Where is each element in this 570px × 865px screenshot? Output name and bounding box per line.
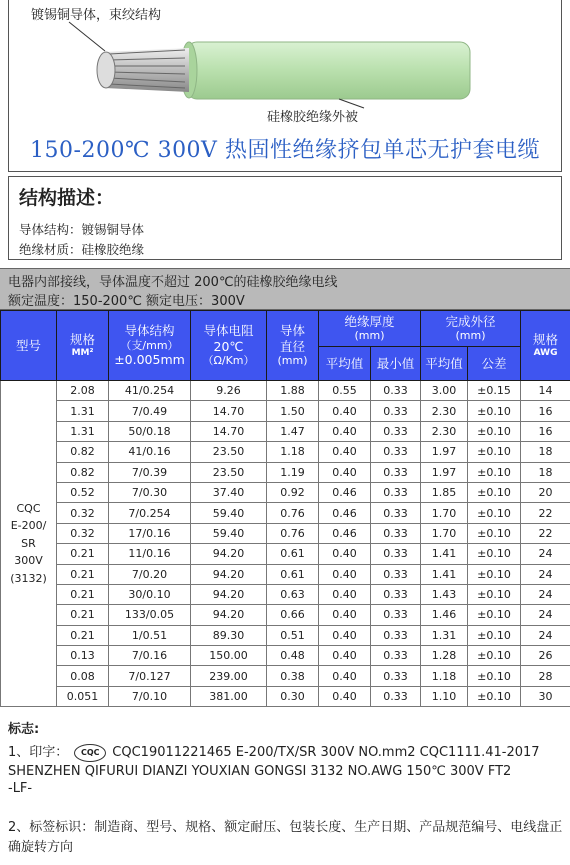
table-cell: 0.40 [319, 605, 371, 625]
table-cell: 0.051 [57, 686, 109, 706]
model-line: 300V [14, 554, 43, 568]
table-cell: 1.46 [421, 605, 468, 625]
table-cell: 0.21 [57, 584, 109, 604]
header-diameter: 导体 直径 (mm) [267, 311, 319, 381]
table-cell: 0.46 [319, 503, 371, 523]
table-cell: ±0.10 [468, 625, 521, 645]
table-cell: 0.38 [267, 666, 319, 686]
table-cell: 0.40 [319, 646, 371, 666]
header-resistance: 导体电阻 20℃ （Ω/Km） [191, 311, 267, 381]
table-cell: 0.33 [371, 605, 421, 625]
table-cell: 9.26 [191, 381, 267, 401]
print-line-3: -LF- [8, 780, 33, 796]
table-cell: 28 [521, 666, 570, 686]
table-row [1, 421, 570, 441]
header-thickness: 绝缘厚度 (mm) [319, 311, 421, 347]
table-cell: 24 [521, 564, 570, 584]
table-cell: 26 [521, 646, 570, 666]
table-cell: 0.33 [371, 462, 421, 482]
table-cell: 0.33 [371, 666, 421, 686]
table-cell: 24 [521, 605, 570, 625]
table-cell: 0.30 [267, 686, 319, 706]
model-line: CQC [16, 501, 41, 515]
table-cell: 0.46 [319, 482, 371, 502]
table-cell: 133/0.05 [109, 605, 191, 625]
table-cell: ±0.15 [468, 381, 521, 401]
model-line: E-200/ [10, 519, 47, 533]
table-cell: 0.33 [371, 646, 421, 666]
table-cell: 2.30 [421, 421, 468, 441]
table-row [1, 381, 570, 401]
table-row [1, 482, 570, 502]
table-cell: 0.48 [267, 646, 319, 666]
table-cell: 50/0.18 [109, 421, 191, 441]
table-cell: 0.33 [371, 564, 421, 584]
table-cell: 94.20 [191, 584, 267, 604]
table-cell: ±0.10 [468, 462, 521, 482]
table-cell: 0.40 [319, 462, 371, 482]
table-cell: 1.43 [421, 584, 468, 604]
table-cell: 0.13 [57, 646, 109, 666]
table-row [1, 544, 570, 564]
table-cell: 14.70 [191, 401, 267, 421]
header-outer-diameter: 完成外径 (mm) [421, 311, 521, 347]
model-cell [1, 381, 57, 707]
table-cell: 11/0.16 [109, 544, 191, 564]
summary-band [0, 268, 570, 310]
table-cell: 0.82 [57, 462, 109, 482]
table-cell: 1.19 [267, 462, 319, 482]
table-cell: 7/0.49 [109, 401, 191, 421]
table-cell: 0.76 [267, 523, 319, 543]
table-cell: 381.00 [191, 686, 267, 706]
header-model: 型号 [1, 311, 57, 381]
table-cell: 0.51 [267, 625, 319, 645]
page-title: 150-200℃ 300V 热固性绝缘挤包单芯无护套电缆 [30, 138, 540, 163]
table-cell: 7/0.254 [109, 503, 191, 523]
table-cell: 0.82 [57, 442, 109, 462]
table-cell: 0.76 [267, 503, 319, 523]
table-row [1, 442, 570, 462]
table-cell: ±0.10 [468, 482, 521, 502]
table-cell: 0.33 [371, 482, 421, 502]
conductor-structure: 导体结构：镀锡铜导体 [19, 222, 145, 237]
print-text: CQC19011221465 E-200/TX/SR 300V NO.mm2 CQC1111.41-2017 [112, 745, 540, 760]
header-spec: 规格 MM² [57, 311, 109, 381]
description-heading: 结构描述： [19, 187, 115, 209]
table-cell: 0.21 [57, 544, 109, 564]
table-cell: ±0.10 [468, 584, 521, 604]
table-cell: 1.18 [421, 666, 468, 686]
table-cell: 1.18 [267, 442, 319, 462]
model-line: SR [21, 536, 36, 550]
table-cell: 0.32 [57, 523, 109, 543]
table-cell: 1.31 [57, 421, 109, 441]
table-cell: 41/0.16 [109, 442, 191, 462]
table-cell: 0.40 [319, 401, 371, 421]
table-cell: ±0.10 [468, 605, 521, 625]
print-prefix: 1、印字： [8, 745, 69, 760]
table-cell: 30/0.10 [109, 584, 191, 604]
insulation-callout: 硅橡胶绝缘外被 [267, 110, 359, 125]
table-cell: 24 [521, 625, 570, 645]
table-cell: 0.61 [267, 544, 319, 564]
table-cell: 0.08 [57, 666, 109, 686]
table-cell: 0.33 [371, 584, 421, 604]
table-cell: 59.40 [191, 523, 267, 543]
table-cell: 94.20 [191, 564, 267, 584]
table-cell: 1.97 [421, 442, 468, 462]
table-cell: 94.20 [191, 544, 267, 564]
table-cell: 24 [521, 584, 570, 604]
table-cell: 7/0.39 [109, 462, 191, 482]
table-cell: 89.30 [191, 625, 267, 645]
table-cell: 1.31 [57, 401, 109, 421]
table-cell: 1.10 [421, 686, 468, 706]
table-cell: 14.70 [191, 421, 267, 441]
table-cell: ±0.10 [468, 686, 521, 706]
table-cell: ±0.10 [468, 421, 521, 441]
header-awg: 规格 AWG [521, 311, 570, 381]
marking-heading: 标志: [8, 722, 40, 737]
marking-section [8, 718, 568, 858]
table-cell: 0.92 [267, 482, 319, 502]
table-cell: 17/0.16 [109, 523, 191, 543]
table-row [1, 625, 570, 645]
table-cell: 20 [521, 482, 570, 502]
table-cell: 0.46 [319, 523, 371, 543]
label-text: 2、标签标识：制造商、型号、规格、额定耐压、包装长度、生产日期、产品规范编号、电线盘正确旋转方向 [8, 819, 563, 855]
table-cell: 0.33 [371, 544, 421, 564]
table-cell: 16 [521, 401, 570, 421]
table-cell: 23.50 [191, 462, 267, 482]
table-cell: 1.50 [267, 401, 319, 421]
table-cell: 23.50 [191, 442, 267, 462]
table-cell: 0.40 [319, 564, 371, 584]
table-cell: 0.52 [57, 482, 109, 502]
table-cell: 0.33 [371, 442, 421, 462]
conductor-callout: 镀锡铜导体，束绞结构 [31, 8, 162, 23]
table-cell: 41/0.254 [109, 381, 191, 401]
model-line: (3132) [10, 572, 47, 586]
table-cell: 1.28 [421, 646, 468, 666]
table-cell: ±0.10 [468, 523, 521, 543]
table-cell: 18 [521, 442, 570, 462]
table-cell: 94.20 [191, 605, 267, 625]
table-cell: 59.40 [191, 503, 267, 523]
table-cell: 22 [521, 503, 570, 523]
table-cell: 7/0.10 [109, 686, 191, 706]
table-cell: 0.32 [57, 503, 109, 523]
table-row [1, 666, 570, 686]
table-row [1, 686, 570, 706]
table-cell: 0.55 [319, 381, 371, 401]
table-cell: 7/0.16 [109, 646, 191, 666]
table-row [1, 462, 570, 482]
table-cell: 7/0.127 [109, 666, 191, 686]
table-cell: 1.97 [421, 462, 468, 482]
table-cell: 0.40 [319, 584, 371, 604]
table-cell: 1.88 [267, 381, 319, 401]
ccc-logo-icon: CQC [74, 744, 106, 762]
table-cell: 7/0.20 [109, 564, 191, 584]
table-cell: 150.00 [191, 646, 267, 666]
summary-line-1: 电器内部接线，导体温度不超过 200℃的硅橡胶绝缘电线 [8, 275, 338, 290]
table-cell: 7/0.30 [109, 482, 191, 502]
table-cell: 1/0.51 [109, 625, 191, 645]
table-cell: 0.40 [319, 544, 371, 564]
table-cell: 0.66 [267, 605, 319, 625]
table-row [1, 584, 570, 604]
header-thickness-avg: 平均值 [319, 347, 371, 381]
product-illustration [8, 0, 562, 172]
table-cell: 1.41 [421, 564, 468, 584]
insulation-material: 绝缘材质：硅橡胶绝缘 [19, 242, 145, 257]
table-cell: 1.70 [421, 503, 468, 523]
table-cell: 3.00 [421, 381, 468, 401]
summary-line-2: 额定温度：150-200℃ 额定电压：300V [8, 294, 245, 309]
table-cell: ±0.10 [468, 544, 521, 564]
table-cell: 0.33 [371, 686, 421, 706]
table-cell: 2.30 [421, 401, 468, 421]
table-cell: 0.40 [319, 686, 371, 706]
table-cell: 1.85 [421, 482, 468, 502]
table-cell: 0.63 [267, 584, 319, 604]
table-row [1, 523, 570, 543]
header-od-tol: 公差 [468, 347, 521, 381]
table-cell: 0.40 [319, 421, 371, 441]
table-cell: 30 [521, 686, 570, 706]
table-cell: ±0.10 [468, 503, 521, 523]
table-cell: 0.33 [371, 625, 421, 645]
structure-description [8, 176, 562, 260]
print-line-2: SHENZHEN QIFURUI DIANZI YOUXIAN GONGSI 3132 NO.AWG 150℃ 300V FT2 [8, 763, 512, 779]
table-cell: 0.21 [57, 564, 109, 584]
table-row [1, 401, 570, 421]
table-cell: 1.47 [267, 421, 319, 441]
table-cell: 18 [521, 462, 570, 482]
table-row [1, 503, 570, 523]
table-cell: 0.33 [371, 421, 421, 441]
table-cell: 22 [521, 523, 570, 543]
table-row [1, 605, 570, 625]
table-cell: 0.40 [319, 442, 371, 462]
table-cell: 0.33 [371, 381, 421, 401]
header-thickness-min: 最小值 [371, 347, 421, 381]
table-cell: 1.70 [421, 523, 468, 543]
table-cell: ±0.10 [468, 564, 521, 584]
table-cell: 239.00 [191, 666, 267, 686]
table-cell: 1.41 [421, 544, 468, 564]
spec-table [0, 310, 570, 707]
table-cell: 0.40 [319, 666, 371, 686]
table-cell: 24 [521, 544, 570, 564]
table-cell: ±0.10 [468, 666, 521, 686]
table-cell: 0.21 [57, 625, 109, 645]
table-row [1, 564, 570, 584]
table-cell: ±0.10 [468, 401, 521, 421]
table-cell: 0.61 [267, 564, 319, 584]
table-cell: ±0.10 [468, 442, 521, 462]
table-cell: ±0.10 [468, 646, 521, 666]
table-cell: 14 [521, 381, 570, 401]
table-cell: 0.21 [57, 605, 109, 625]
table-cell: 16 [521, 421, 570, 441]
table-cell: 0.33 [371, 401, 421, 421]
header-conductor: 导体结构 （支/mm） ±0.005mm [109, 311, 191, 381]
table-cell: 0.33 [371, 503, 421, 523]
table-cell: 1.31 [421, 625, 468, 645]
table-cell: 2.08 [57, 381, 109, 401]
table-cell: 0.40 [319, 625, 371, 645]
table-cell: 37.40 [191, 482, 267, 502]
table-row [1, 646, 570, 666]
header-od-avg: 平均值 [421, 347, 468, 381]
table-cell: 0.33 [371, 523, 421, 543]
